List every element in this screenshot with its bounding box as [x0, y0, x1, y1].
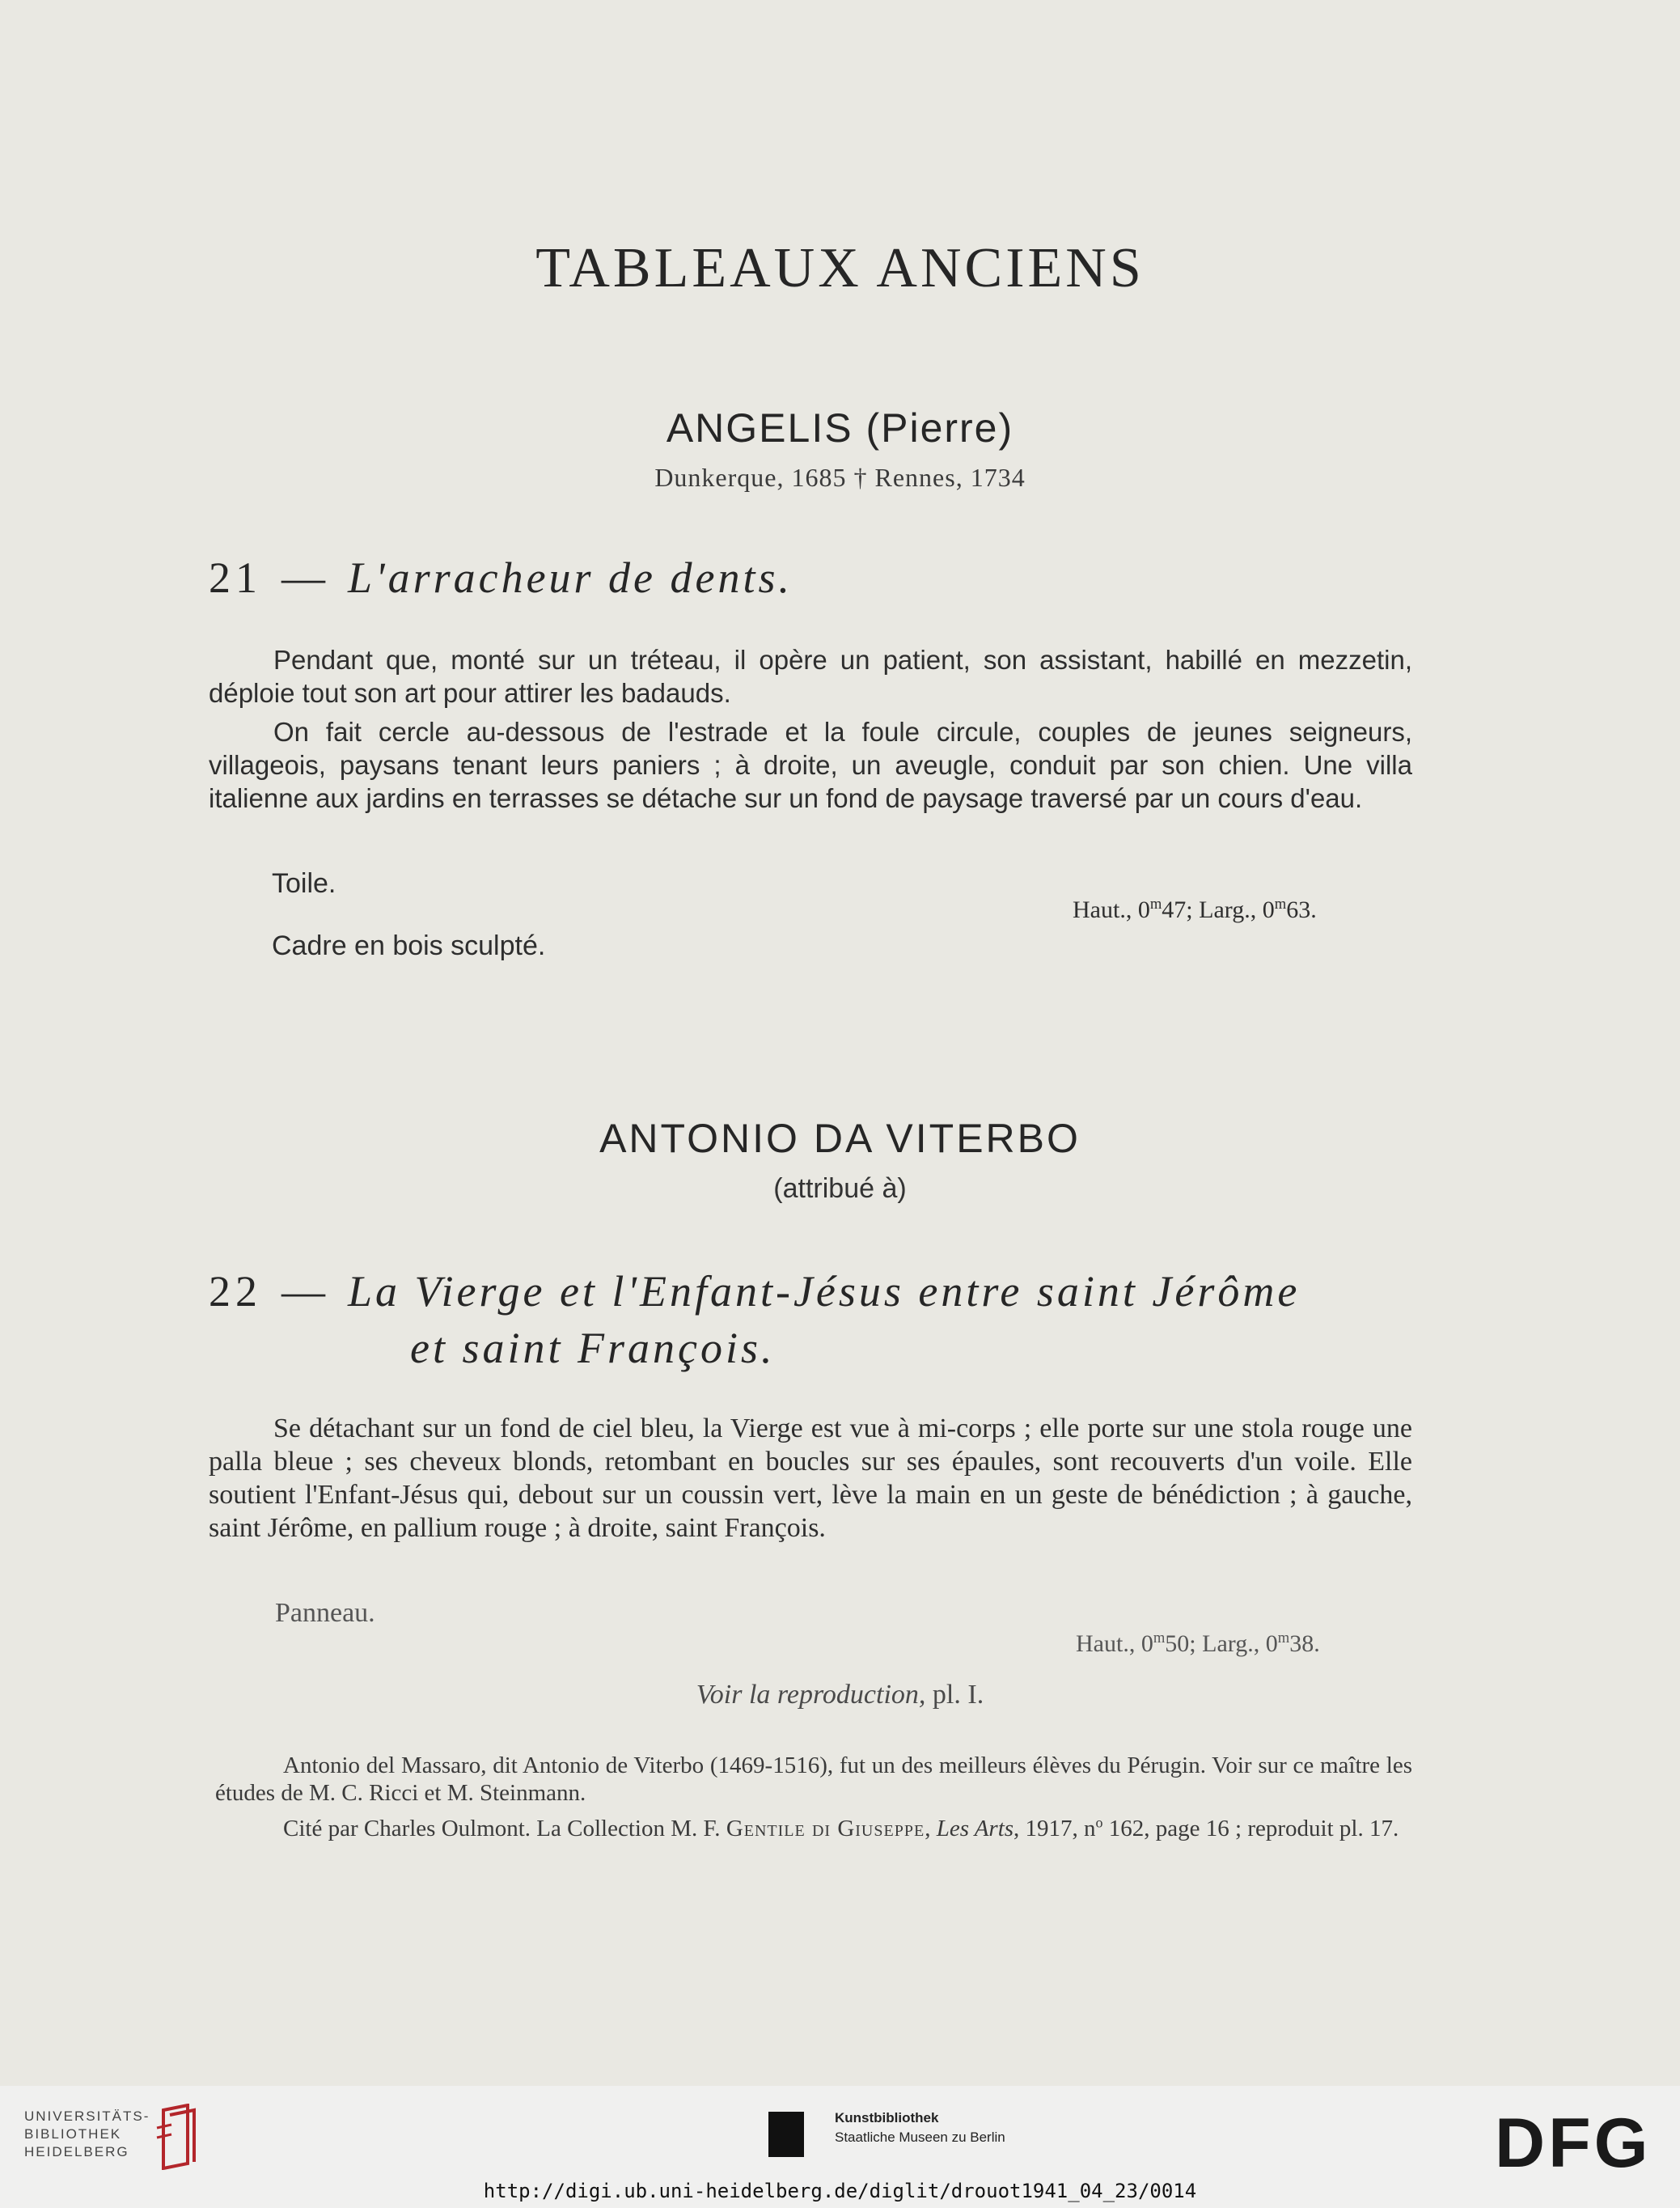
university-logo-icon[interactable] [155, 2104, 202, 2170]
lot-22-note-2: Cité par Charles Oulmont. La Collection M. F. Gentile di Giuseppe, Les Arts, 1917, $n^o$ 162, page 16 ; reproduit pl. 17. [283, 1814, 1399, 1841]
lot-22-note-1: Antonio del Massaro, dit Antonio de Viterbo (1469-1516), fut un des meilleurs élèves du Pérugin. Voir sur ce maître les études de M. C. Ricci et M. Steinmann. [215, 1752, 1412, 1806]
lot-21-description-2: On fait cercle au-dessous de l'estrade et la foule circule, couples de jeunes seigneurs, villageois, paysans tenant leurs paniers ; à droite, un aveugle, conduit par son chien. Une villa italienne aux jardins en terrasses se détache sur un fond de paysage traversé par un cours d'eau. [209, 717, 1412, 813]
lot-22-heading [209, 1266, 1300, 1316]
lot-21-support: Toile. [272, 868, 336, 899]
lot-21-description-1: Pendant que, monté sur un tréteau, il opère un patient, son assistant, habillé en mezzetin, déploie tout son art pour attirer les badauds. [209, 645, 1412, 708]
lot-title-line-2: et saint François. [410, 1324, 776, 1372]
lot-21-heading [209, 553, 793, 603]
artist-name-angelis: ANGELIS (Pierre) [666, 405, 1014, 451]
lot-dash: — [281, 553, 325, 602]
reproduction-reference: Voir la reproduction, pl. I. [696, 1680, 984, 1710]
page-url-link[interactable]: http://digi.ub.uni-heidelberg.de/diglit/drouot1941_04_23/0014 [483, 2180, 1197, 2202]
dfg-logo[interactable]: DFG [1495, 2104, 1652, 2182]
lot-title-line-1: La Vierge et l'Enfant-Jésus entre saint Jérôme [348, 1267, 1301, 1316]
lot-22-dimensions: Haut., 0$^m$50; Larg., 0$^m$38. [1076, 1630, 1320, 1657]
lot-22-support: Panneau. [275, 1598, 375, 1628]
lot-number: 22 [209, 1267, 262, 1316]
lot-dash: — [281, 1267, 325, 1316]
lot-22-description: Se détachant sur un fond de ciel bleu, la Vierge est vue à mi-corps ; elle porte sur une stola rouge une palla bleue ; ses cheveux blonds, retombant en boucles sur ses épaules, sont recouverts d'un voile. Elle soutient l'Enfant-Jésus qui, debout sur un coussin vert, lève la main en un geste de bénédiction ; à gauche, saint Jérôme, en pallium rouge ; à droite, saint François. [209, 1413, 1412, 1543]
page-title: TABLEAUX ANCIENS [535, 237, 1145, 299]
kunstbibliothek-label[interactable]: Kunstbibliothek Staatliche Museen zu Berlin [835, 2110, 1005, 2145]
lot-21-frame: Cadre en bois sculpté. [272, 930, 546, 961]
artist-name-viterbo: ANTONIO DA VITERBO [599, 1116, 1081, 1161]
university-library-label[interactable]: UNIVERSITÄTS- BIBLIOTHEK HEIDELBERG [24, 2108, 150, 2159]
lot-title: L'arracheur de dents. [348, 553, 793, 602]
lot-number: 21 [209, 553, 262, 602]
kunstbibliothek-logo-icon[interactable] [768, 2112, 804, 2157]
lot-21-dimensions: Haut., 0$^m$47; Larg., 0$^m$63. [1073, 896, 1317, 923]
artist-dates-angelis: Dunkerque, 1685 † Rennes, 1734 [654, 463, 1026, 492]
artist-attribution: (attribué à) [773, 1173, 907, 1204]
